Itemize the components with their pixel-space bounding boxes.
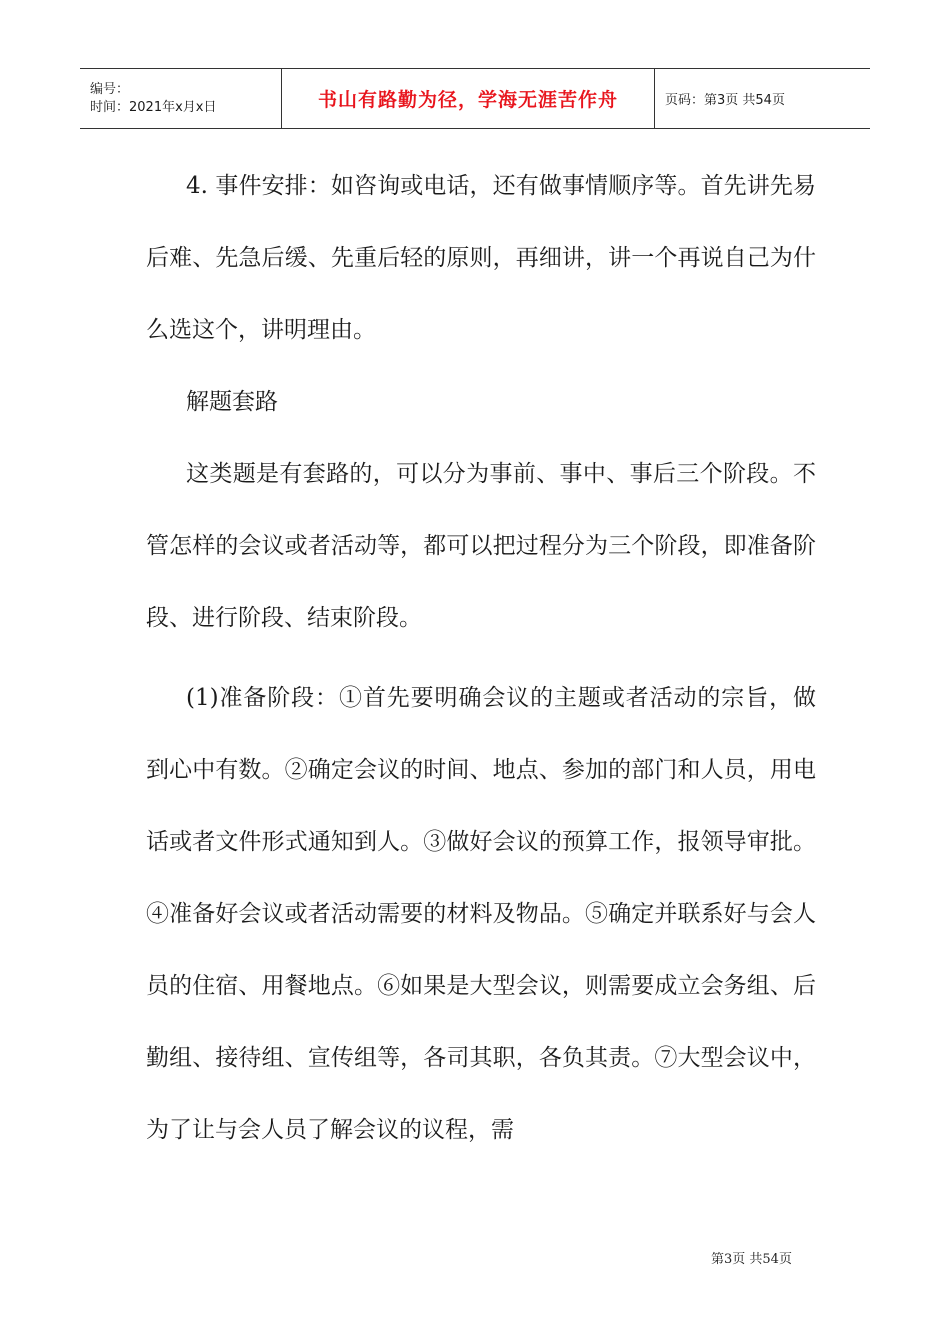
header-motto bbox=[282, 69, 655, 128]
page-footer: 第3页 共54页 bbox=[711, 1252, 792, 1267]
document-body bbox=[146, 150, 816, 1166]
paragraph-preparation-stage: (1)准备阶段：①首先要明确会议的主题或者活动的宗旨，做到心中有数。②确定会议的时间、地点、参加的部门和人员，用电话或者文件形式通知到人。③做好会议的预算工作，报领导审批。④准备好会议或者活动需要的材料及物品。⑤确定并联系好与会人员的住宿、用餐地点。⑥如果是大型会议，则需要成立会务组、后勤组、接待组、宣传组等，各司其职，各负其责。⑦大型会议中，为了让与会人员了解会议的议程，需 bbox=[146, 685, 816, 1143]
page-header bbox=[80, 68, 870, 129]
paragraph-event-arrangement: 4. 事件安排：如咨询或电话，还有做事情顺序等。首先讲先易后难、先急后缓、先重后轻的原则，再细讲，讲一个再说自己为什么选这个，讲明理由。 bbox=[146, 173, 816, 343]
section-heading: 解题套路 bbox=[186, 389, 278, 415]
paragraph-three-stages: 这类题是有套路的，可以分为事前、事中、事后三个阶段。不管怎样的会议或者活动等，都可以把过程分为三个阶段，即准备阶段、进行阶段、结束阶段。 bbox=[146, 461, 816, 631]
header-meta bbox=[80, 69, 282, 128]
motto-text: 书山有路勤为径，学海无涯苦作舟 bbox=[317, 89, 618, 111]
header-page-info bbox=[655, 69, 870, 128]
time-label: 时间：2021年x月x日 bbox=[90, 99, 217, 115]
serial-label: 编号： bbox=[90, 81, 130, 97]
page-info-text: 页码：第3页 共54页 bbox=[665, 93, 785, 108]
